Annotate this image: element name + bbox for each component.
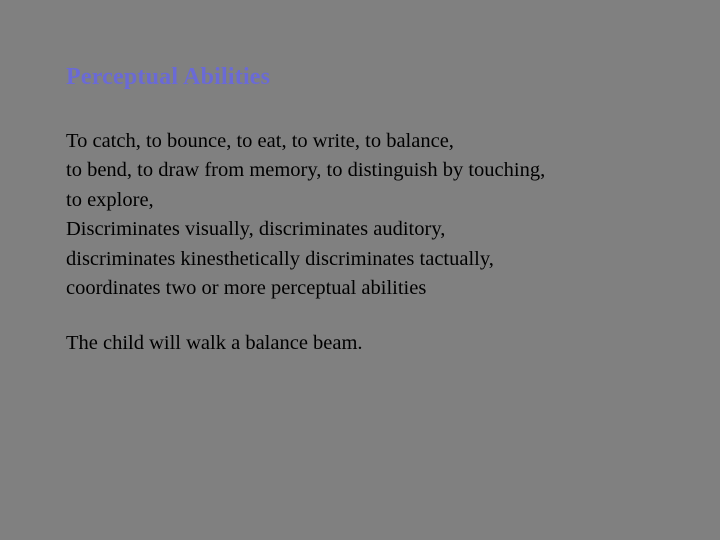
body-line: to bend, to draw from memory, to distinguish by touching, xyxy=(66,159,546,182)
slide-body xyxy=(66,127,706,303)
example-sentence: The child will walk a balance beam. xyxy=(66,332,363,354)
body-line: coordinates two or more perceptual abilities xyxy=(66,276,427,299)
body-line: Discriminates visually, discriminates auditory, xyxy=(66,218,446,241)
body-line: discriminates kinesthetically discriminates tactually, xyxy=(66,247,494,270)
slide-title: Perceptual Abilities xyxy=(66,64,271,90)
body-line: To catch, to bounce, to eat, to write, to balance, xyxy=(66,130,454,152)
body-line: to explore, xyxy=(66,188,154,211)
